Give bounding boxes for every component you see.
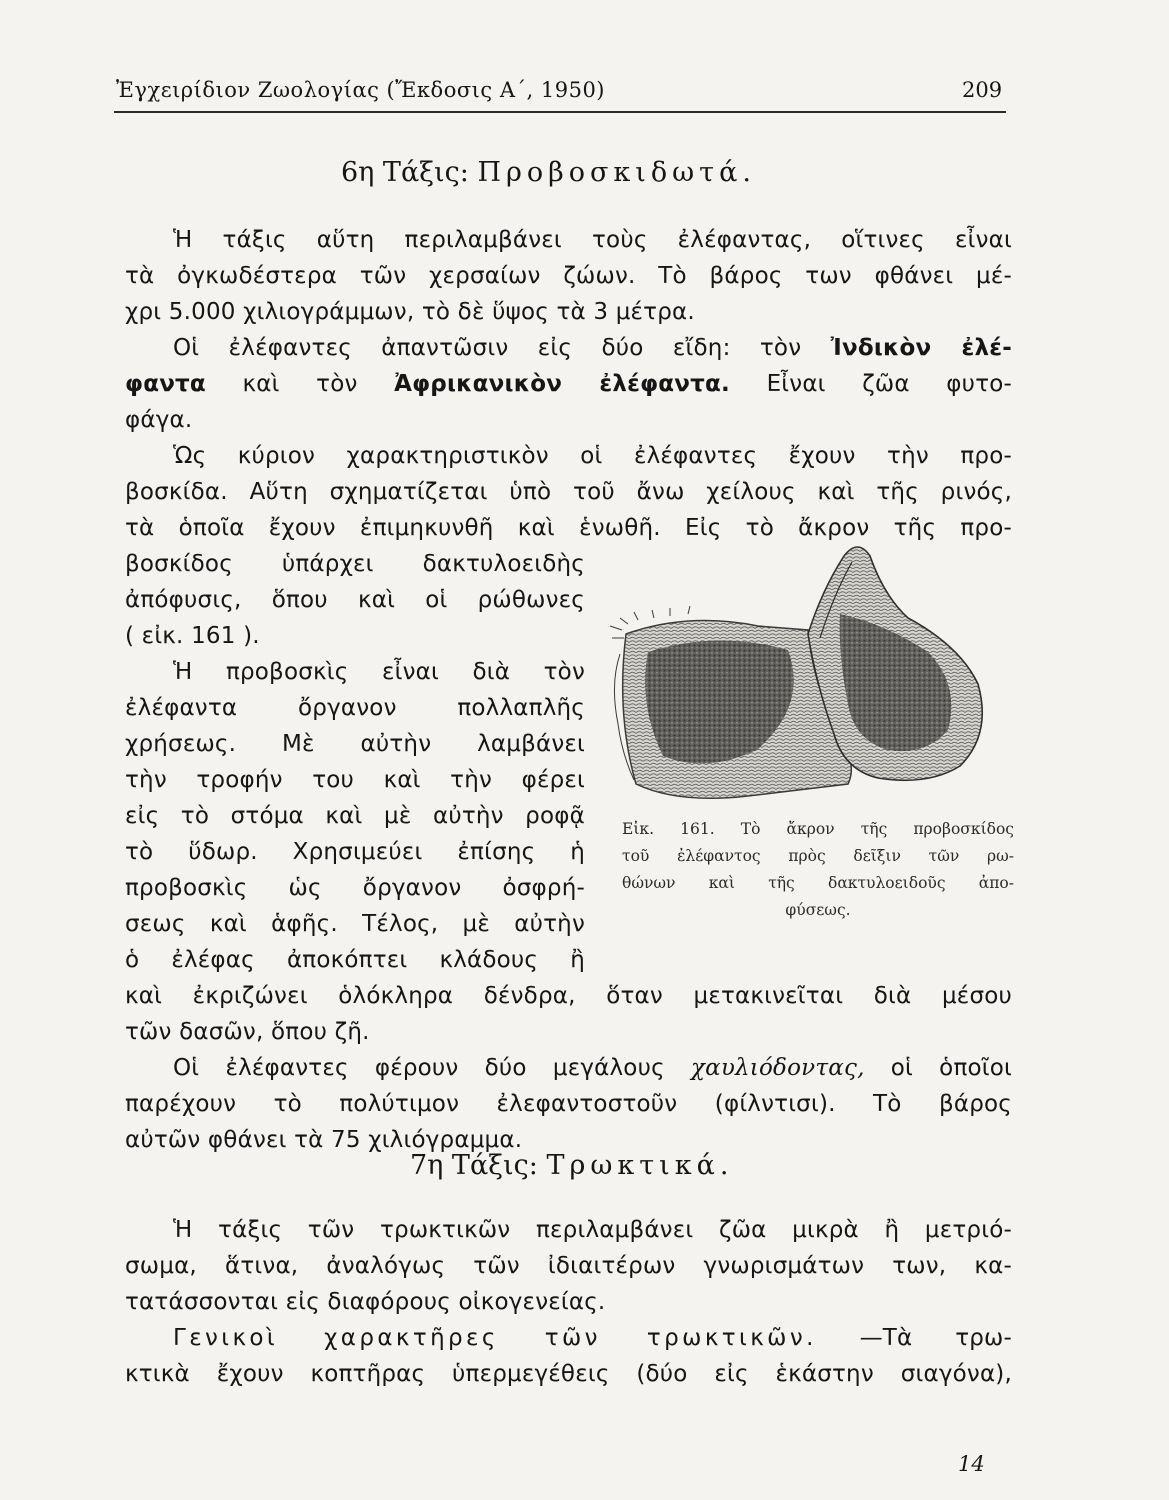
figure-caption bbox=[622, 816, 1014, 924]
text-line: τὴν τροφήν του καὶ τὴν φέρει bbox=[125, 767, 585, 793]
text-line: σεως καὶ ἁφῆς. Τέλος, μὲ αὐτὴν bbox=[125, 911, 585, 937]
text-span: καὶ τὸν bbox=[242, 371, 358, 397]
text-line bbox=[125, 1050, 1012, 1086]
text-line: Ἡ προβοσκὶς εἶναι διὰ τὸν bbox=[173, 659, 585, 685]
tusks-term: χαυλιόδοντας, bbox=[690, 1055, 865, 1081]
caption-line: Εἰκ. 161. Τὸ ἄκρον τῆς προβοσκίδος bbox=[622, 820, 1014, 838]
caption-line: φύσεως. bbox=[785, 901, 851, 919]
text-line: χρι 5.000 χιλιογράμμων, τὸ δὲ ὕψος τὰ 3 μέτρα. bbox=[125, 299, 695, 325]
text-line: φάγα. bbox=[125, 407, 193, 433]
trunk-tip-illustration bbox=[608, 534, 1024, 810]
indian-elephant-term-cont: φαντα bbox=[125, 371, 206, 397]
page-number: 209 bbox=[962, 78, 1003, 102]
text-span: Εἶναι ζῶα φυτο- bbox=[766, 371, 1013, 397]
text-line: βοσκίδα. Αὕτη σχηματίζεται ὑπὸ τοῦ ἄνω χείλους καὶ τῆς ρινός, bbox=[125, 479, 1012, 505]
text-line: βοσκίδος ὑπάρχει δακτυλοειδὴς bbox=[125, 551, 585, 577]
text-line: καὶ ἐκριζώνει ὁλόκληρα δένδρα, ὅταν μετακινεῖται διὰ μέσου bbox=[125, 983, 1012, 1009]
text-line: ( εἰκ. 161 ). bbox=[125, 623, 260, 649]
section-7-heading-title: Τρωκτικά. bbox=[546, 1150, 734, 1181]
text-line: Ὡς κύριον χαρακτηριστικὸν οἱ ἐλέφαντες ἔχουν τὴν προ- bbox=[173, 443, 1012, 469]
african-elephant-term: Ἀφρικανικὸν ἐλέφαντα. bbox=[394, 371, 730, 397]
text-line: ἀπόφυσις, ὅπου καὶ οἱ ρώθωνες bbox=[125, 587, 585, 613]
text-line: κτικὰ ἔχουν κοπτῆρας ὑπερμεγέθεις (δύο εἰς ἑκάστην σιαγόνα), bbox=[125, 1361, 1012, 1387]
section-7-heading-prefix: 7η Τάξις: bbox=[410, 1150, 538, 1181]
general-characters-term: Γενικοὶ χαρακτῆρες τῶν τρωκτικῶν. bbox=[173, 1325, 817, 1351]
section-6-heading bbox=[341, 157, 756, 188]
text-span: οἱ ὁποῖοι bbox=[890, 1055, 1013, 1081]
text-line: Ἡ τάξις τῶν τρωκτικῶν περιλαμβάνει ζῶα μικρὰ ἢ μετριό- bbox=[173, 1217, 1012, 1243]
text-line bbox=[125, 366, 1012, 402]
caption-line: θώνων καὶ τῆς δακτυλοειδοῦς ἀπο- bbox=[622, 874, 1014, 892]
text-line: σωμα, ἅτινα, ἀναλόγως τῶν ἰδιαιτέρων γνωρισμάτων των, κα- bbox=[125, 1253, 1012, 1279]
text-line: τὰ ὀγκωδέστερα τῶν χερσαίων ζώων. Τὸ βάρος των φθάνει μέ- bbox=[125, 263, 1012, 289]
text-line: ὁ ἐλέφας ἀποκόπτει κλάδους ἢ bbox=[125, 947, 585, 973]
signature-mark: 14 bbox=[958, 1452, 985, 1476]
section-6-heading-prefix: 6η Τάξις: bbox=[341, 157, 469, 188]
text-line: ἐλέφαντα ὄργανον πολλαπλῆς bbox=[125, 695, 585, 721]
text-line bbox=[125, 1320, 1012, 1356]
header-rule bbox=[114, 111, 1006, 113]
section-6-heading-title: Προβοσκιδωτά. bbox=[477, 157, 756, 188]
text-line: εἰς τὸ στόμα καὶ μὲ αὐτὴν ροφᾷ bbox=[125, 803, 585, 829]
text-line: τῶν δασῶν, ὅπου ζῆ. bbox=[125, 1019, 370, 1045]
section-7-heading bbox=[410, 1150, 733, 1181]
text-line: τατάσσονται εἰς διαφόρους οἰκογενείας. bbox=[125, 1289, 606, 1315]
text-span: —Τὰ τρω- bbox=[859, 1325, 1012, 1351]
text-line: προβοσκὶς ὡς ὄργανον ὀσφρή- bbox=[125, 875, 585, 901]
text-line: αὐτῶν φθάνει τὰ 75 χιλιόγραμμα. bbox=[125, 1127, 523, 1153]
text-span: Οἱ ἐλέφαντες φέρουν δύο μεγάλους bbox=[173, 1055, 665, 1081]
text-line: παρέχουν τὸ πολύτιμον ἐλεφαντοστοῦν (φίλντισι). Τὸ βάρος bbox=[125, 1091, 1012, 1117]
text-line: τὰ ὁποῖα ἔχουν ἐπιμηκυνθῆ καὶ ἑνωθῆ. Εἰς τὸ ἄκρον τῆς προ- bbox=[125, 515, 1012, 541]
text-line bbox=[125, 330, 1012, 366]
caption-line: τοῦ ἐλέφαντος πρὸς δεῖξιν τῶν ρω- bbox=[622, 847, 1014, 865]
text-line: χρήσεως. Μὲ αὐτὴν λαμβάνει bbox=[125, 731, 585, 757]
text-line: τὸ ὕδωρ. Χρησιμεύει ἐπίσης ἡ bbox=[125, 839, 585, 865]
text-span: Οἱ ἐλέφαντες ἀπαντῶσιν εἰς δύο εἴδη: τὸν bbox=[173, 335, 802, 361]
indian-elephant-term: Ἰνδικὸν ἐλέ- bbox=[830, 335, 1012, 361]
text-line: Ἡ τάξις αὕτη περιλαμβάνει τοὺς ἐλέφαντας, οἵτινες εἶναι bbox=[173, 227, 1012, 253]
running-title: Ἐγχειρίδιον Ζωολογίας (Ἔκδοσις Α΄, 1950) bbox=[116, 78, 605, 102]
